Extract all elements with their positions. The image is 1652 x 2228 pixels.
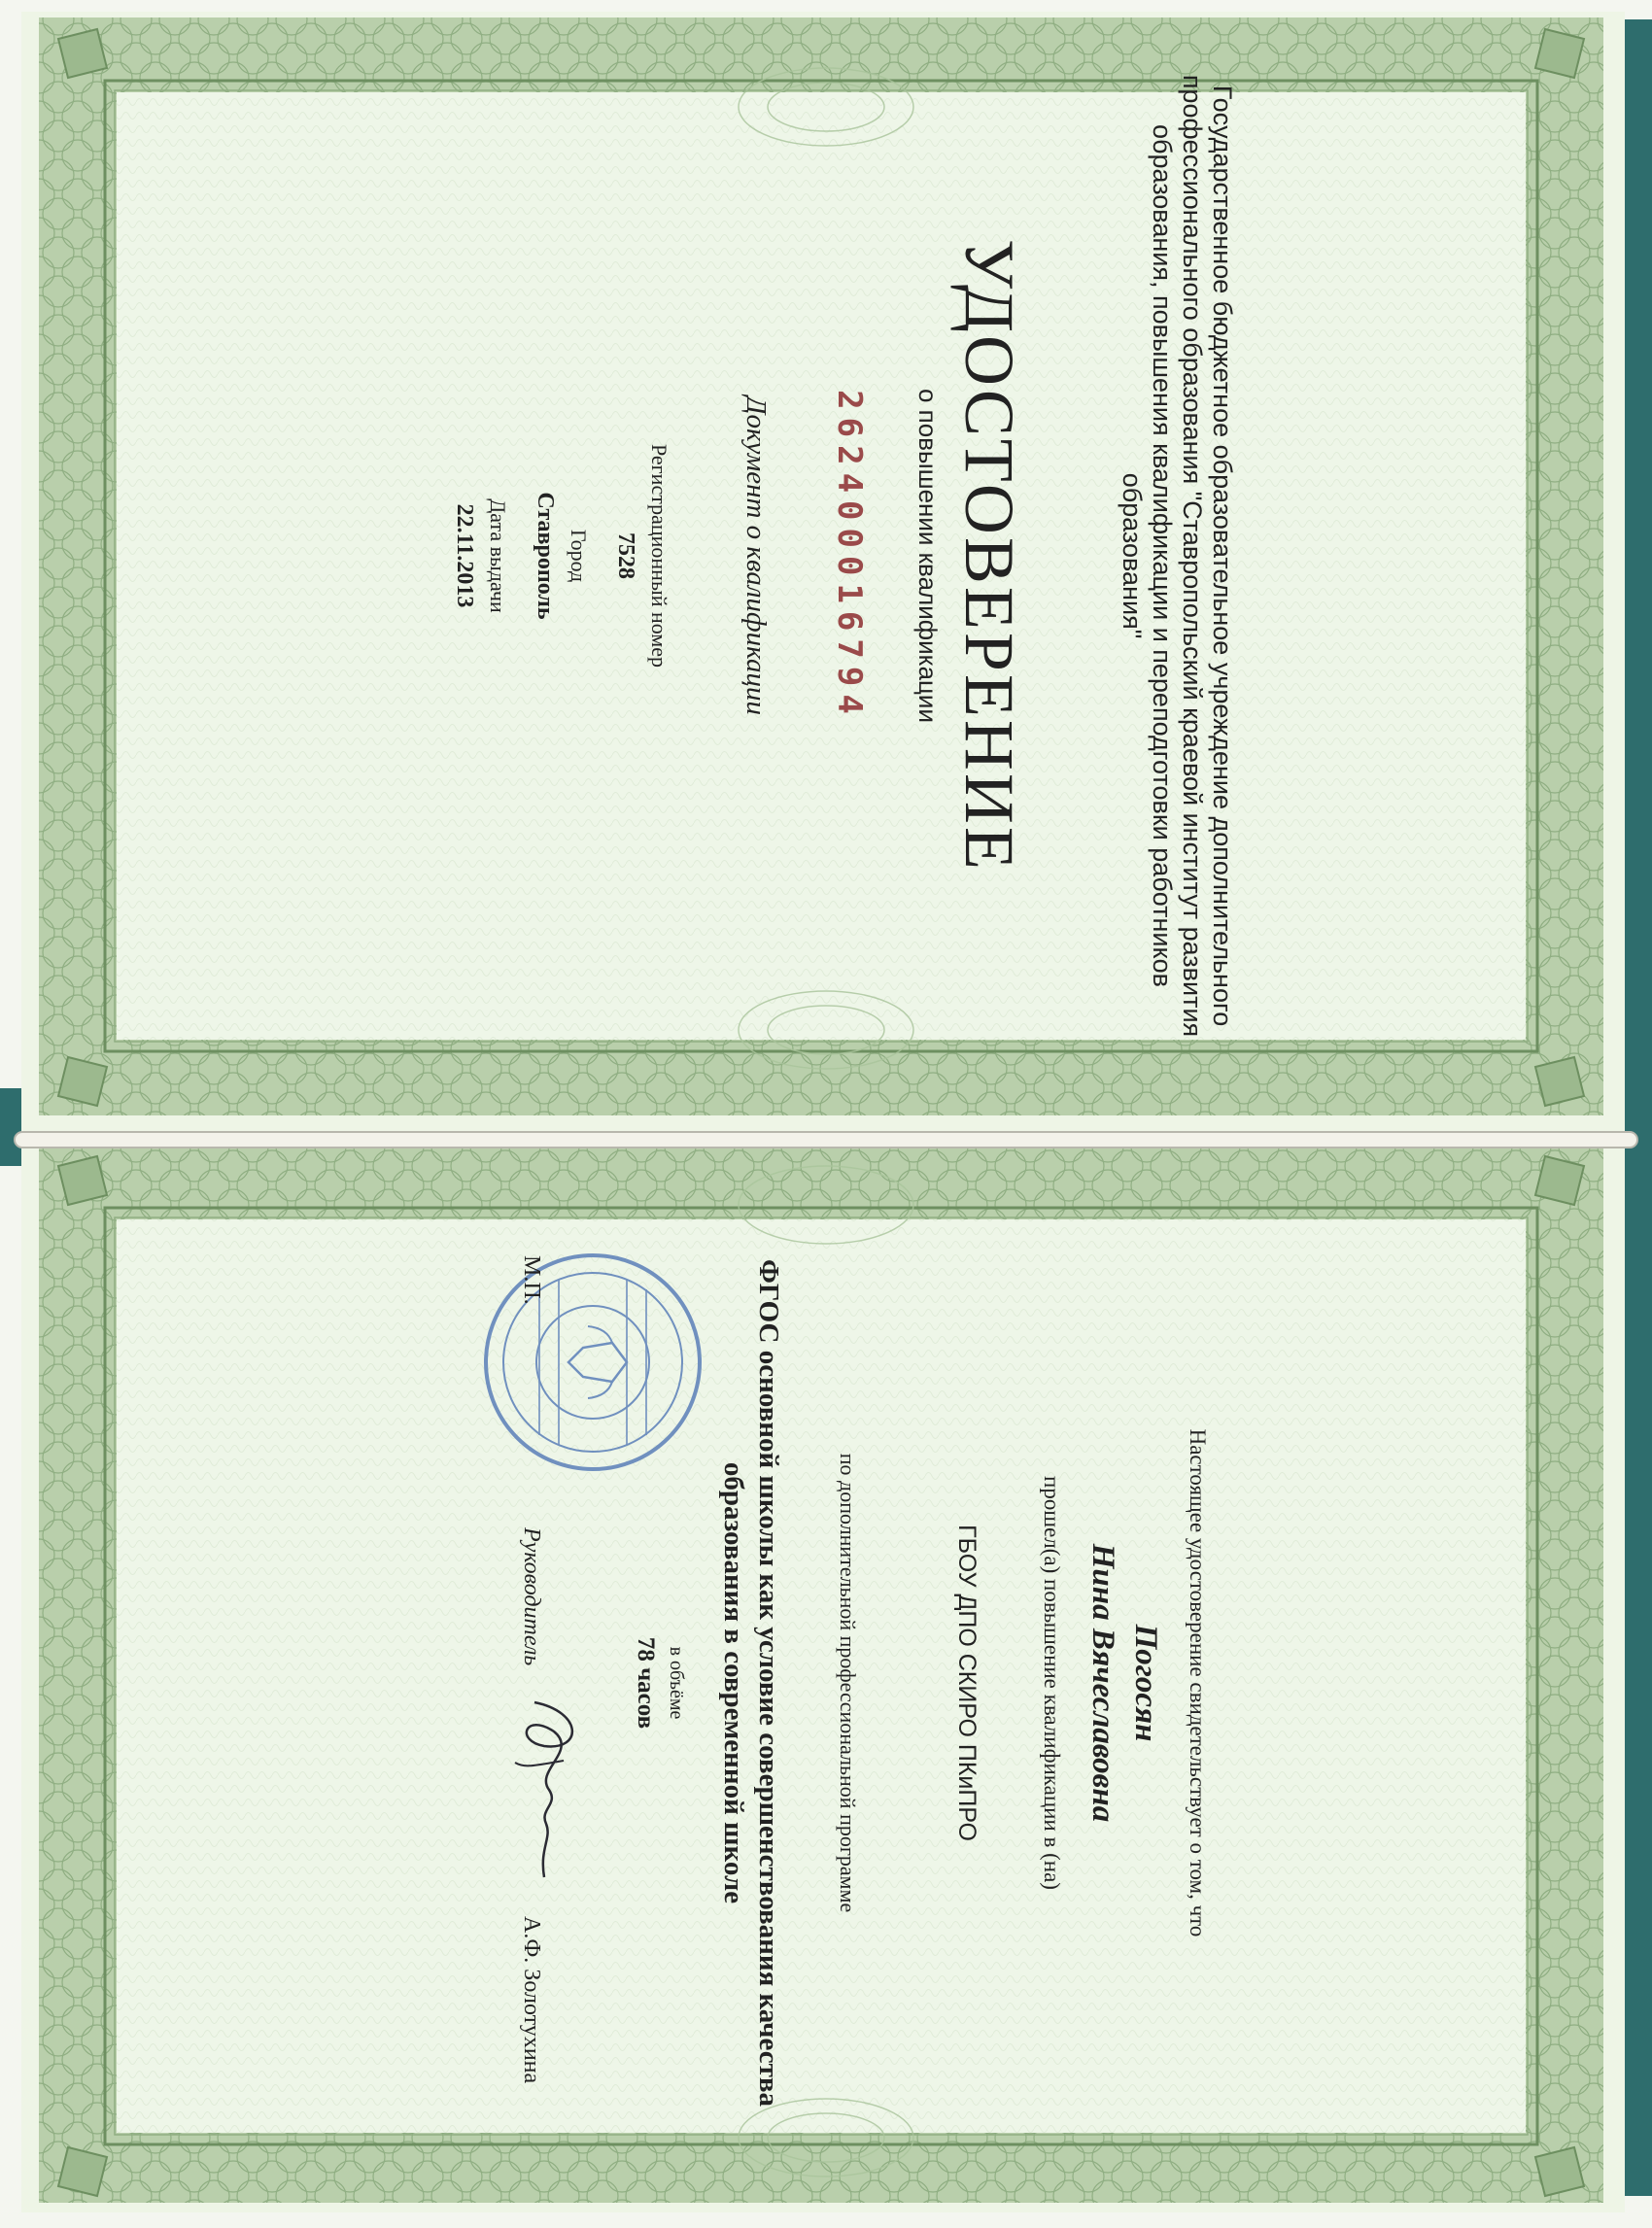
- passed-text: прошел(а) повышение квалификации в (на): [1040, 1475, 1064, 1890]
- issue-date-label: Дата выдачи: [486, 497, 510, 613]
- document-subtitle: о повышении квалификации: [913, 388, 943, 723]
- organization-name: Государственное бюджетное образовательное учреждение дополнительного профессионального образования "Ставропольский краевой институт развития образования, повышения квалификации и переподготовки работников образования": [1118, 74, 1237, 1037]
- signer-name: А.Ф. Золотухина: [519, 1915, 544, 2083]
- institution-name: ГБОУ ДПО СКИРО ПКиПРО: [953, 1524, 981, 1841]
- reg-number-label: Регистрационный номер: [647, 443, 671, 668]
- issue-date: 22.11.2013: [452, 503, 477, 607]
- document-title: УДОСТОВЕРЕНИЕ: [950, 238, 1028, 873]
- city-label: Город: [567, 529, 591, 582]
- content-page: [214, 1158, 1438, 2208]
- program-title: ФГОС основной школы как условие совершенствования качества образования в современной школе: [718, 1258, 784, 2107]
- holder-given-names: Нина Вячеславовна: [1085, 1543, 1120, 1822]
- stamp-mark: М.П.: [519, 1254, 544, 1305]
- holder-surname: Погосян: [1128, 1624, 1163, 1741]
- intro-text: Настоящее удостоверение свидетельствует о том, что: [1186, 1428, 1210, 1937]
- serial-number: 262400016794: [830, 389, 869, 722]
- volume-label: в объёме: [666, 1646, 687, 1719]
- official-seal-icon: [481, 1251, 705, 1474]
- title-page: [231, 31, 1417, 1080]
- reg-number: 7528: [613, 531, 638, 579]
- registration-block: [451, 31, 671, 1080]
- signature-icon: [505, 1693, 593, 1887]
- city: Ставрополь: [533, 491, 558, 620]
- signer-role: Руководитель: [519, 1526, 544, 1665]
- volume-hours: 78 часов: [633, 1636, 659, 1729]
- document-type: Документ о квалификации: [740, 395, 772, 715]
- program-intro: по дополнительной профессиональной программе: [836, 1453, 860, 1912]
- signature-row: [486, 1158, 573, 2208]
